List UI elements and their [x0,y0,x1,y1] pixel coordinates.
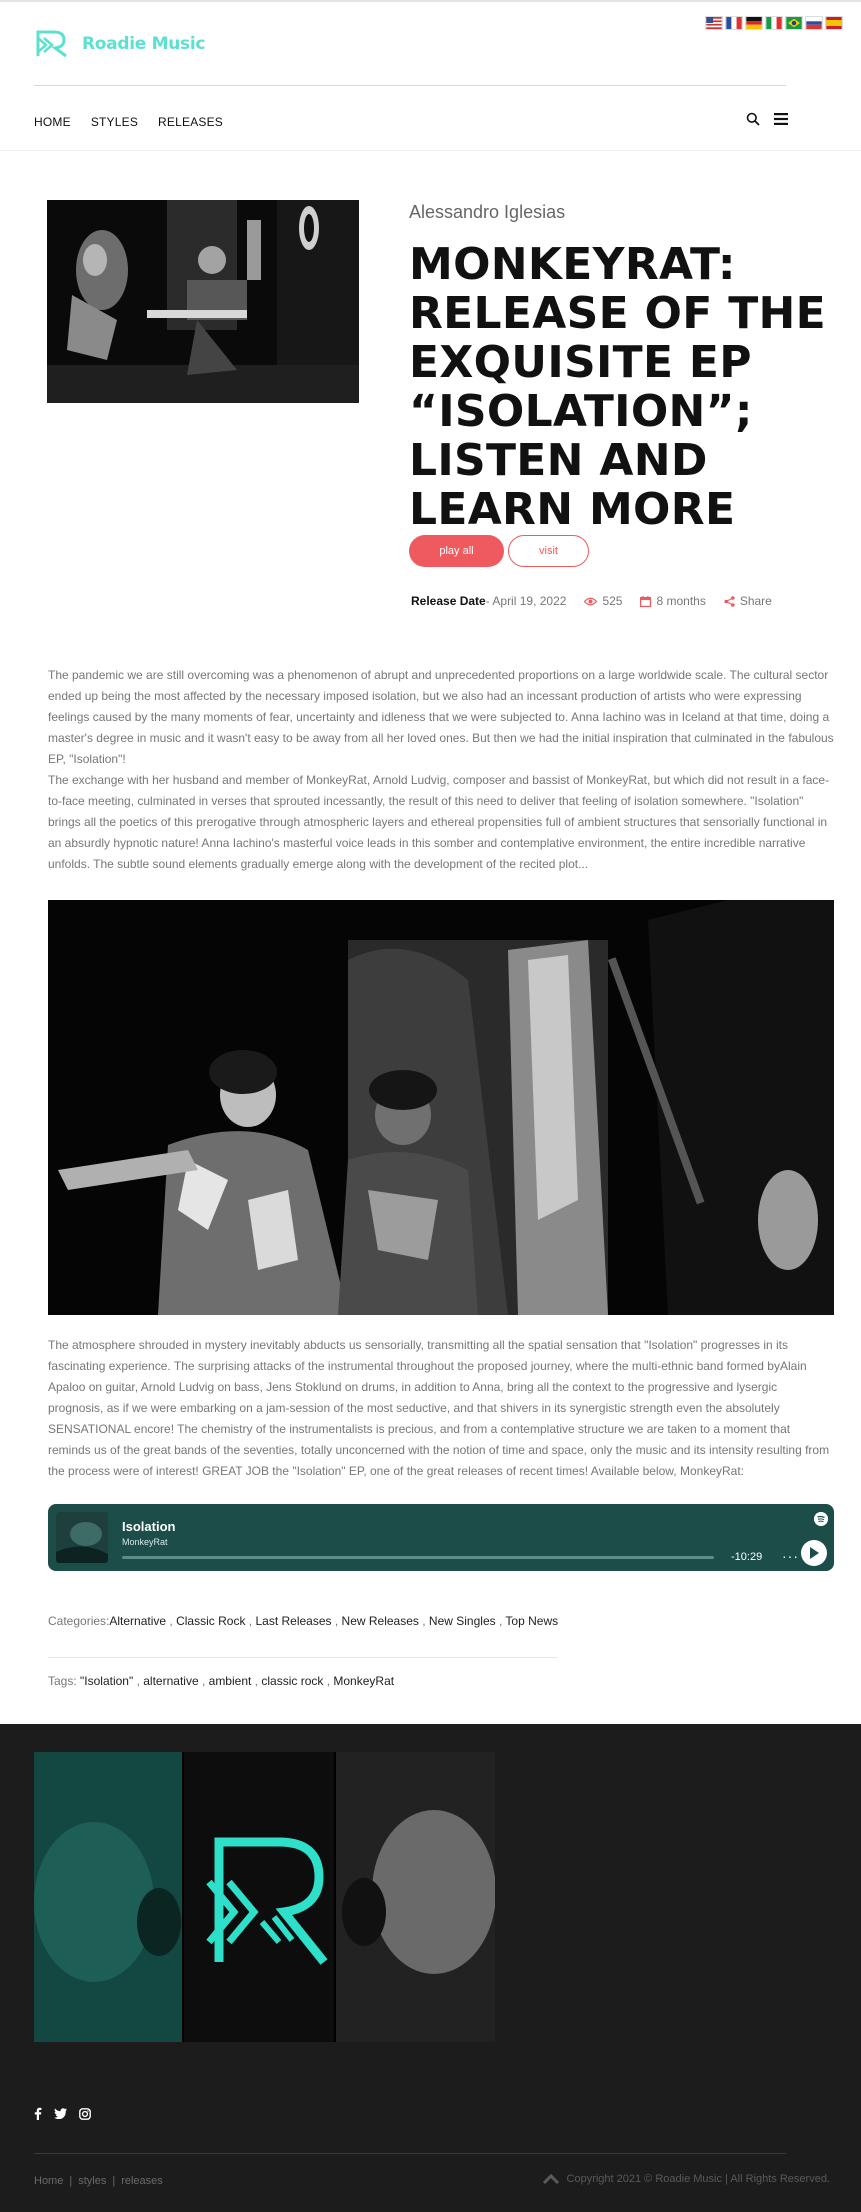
flag-fr-icon[interactable] [725,16,743,30]
tag-classic-rock[interactable]: classic rock [261,1674,324,1688]
tag-ambient[interactable]: ambient [208,1674,252,1688]
category-last-releases[interactable]: Last Releases [255,1614,332,1628]
share-icon [724,596,735,607]
player-time: -10:29 [731,1551,763,1563]
scroll-top-icon[interactable] [543,2174,559,2184]
footer-nav [34,2175,163,2187]
views-count [584,594,622,608]
category-new-singles[interactable]: New Singles [428,1614,496,1628]
footer-link-styles[interactable]: styles [78,2175,107,2187]
instagram-icon[interactable] [79,2108,91,2120]
play-all-button[interactable]: play all [409,535,504,567]
category-alternative[interactable]: Alternative [109,1614,167,1628]
footer-link-releases[interactable]: releases [121,2175,163,2187]
search-icon[interactable] [746,112,760,126]
logo-icon [34,28,72,60]
nav-divider [0,150,861,151]
article-paragraph-2: The exchange with her husband and member of MonkeyRat, Arnold Ludvig, composer and bassist of MonkeyRat, but which did not result in a face-to-face meeting, culminated in verses that sprouted incessantly, the result of this need to deliver that feeling of isolation somewhere. "Isolation" brings all the poetics of this prerogative through atmospheric layers and ethereal propensities full of ambient structures that sensorially functional in an absurdly hypnotic nature! Anna Iachino's masterful voice leads in this somber and contemplative environment, the entire incredible narrative unfolds. The subtle sound elements gradually emerge along with the development of the recited plot... [48,773,830,871]
nav-tools [746,112,788,126]
flag-ru-icon[interactable] [805,16,823,30]
footer-link-home[interactable]: Home [34,2175,64,2187]
player-artist[interactable]: MonkeyRat [122,1537,168,1547]
views-value: 525 [602,594,623,608]
footer-banner [34,1752,495,2042]
flag-it-icon[interactable] [765,16,783,30]
categories-label: Categories: [48,1614,110,1628]
article-paragraph-3: The atmosphere shrouded in mystery inevitably abducts us sensorially, transmitting all the spatial sensation that "Isolation" progresses in its fascinating experience. The surprising attacks of the instrumental throughout the proposed journey, where the multi-ethnic band formed byAlain Apaloo on guitar, Arnold Ludvig on bass, Jens Stoklund on drums, in addition to Anna, bring all the context to the progressive and lysergic prognosis, as if we were embarking on a jam-session of the most seductive, and that shivers in its synergistic strength even the absolutely SENSATIONAL encore! The chemistry of the instrumentalists is precious, and from a contemplative structure we are taken to a moment that reminds us of the great bands of the seventies, totally unconcerned with the notion of time and space, only the music and its intensity resulting from the process were of interest! GREAT JOB the "Isolation" EP, one of the great releases of recent times! Available below, MonkeyRat: [48,1338,830,1478]
nav-home[interactable]: HOME [34,115,71,129]
release-date: - April 19, 2022 [485,594,567,608]
visit-button[interactable]: visit [508,535,589,567]
release-date-label: Release Date [411,594,486,608]
post-age [640,594,705,608]
footer-link-separator: | [69,2175,73,2187]
article-image [48,900,834,1315]
tag-isolation[interactable]: "Isolation" [80,1674,134,1688]
nav-styles[interactable]: STYLES [90,115,139,129]
play-icon [809,1547,819,1559]
spotify-icon[interactable] [814,1512,828,1526]
player-play-button[interactable] [801,1540,827,1566]
tags-label: Tags: [48,1674,81,1688]
nav-releases[interactable]: RELEASES [158,115,224,129]
share-link[interactable] [724,594,772,608]
post-tags: Tags: "Isolation" , alternative , ambient , classic rock , MonkeyRat [48,1674,395,1688]
post-meta [411,594,772,608]
post-categories: Categories:Alternative , Classic Rock , Last Releases , New Releases , New Singles , Top News [48,1614,559,1628]
social-links [34,2107,91,2120]
player-cover [56,1512,108,1563]
top-border [0,0,861,2]
flag-us-icon[interactable] [705,16,723,30]
player-track-title[interactable]: Isolation [122,1519,176,1534]
category-top-news[interactable]: Top News [505,1614,559,1628]
calendar-icon [640,596,651,607]
footer-link-separator: | [112,2175,116,2187]
logo-text: Roadie Music [82,34,206,54]
tag-monkeyrat[interactable]: MonkeyRat [333,1674,395,1688]
header-divider [34,85,786,86]
twitter-icon[interactable] [54,2108,67,2119]
category-new-releases[interactable]: New Releases [341,1614,419,1628]
hero-image [47,200,359,403]
audio-player[interactable] [48,1504,834,1571]
flag-br-icon[interactable] [785,16,803,30]
player-progress-bar[interactable] [122,1556,714,1559]
eye-icon [584,597,597,606]
article-paragraph-1: The pandemic we are still overcoming was a phenomenon of abrupt and unprecedented proportions on a large worldwide scale. The cultural sector ended up being the most affected by the necessary imposed isolation, but we also had an incessant production of artists who were expressing feelings caused by the many moments of fear, uncertainty and idleness that we were subjected to. Anna Iachino was in Iceland at that time, doing a master's degree in music and it wasn't easy to be away from all her loved ones. But then we had the initial inspiration that culminated in the fabulous EP, "Isolation"! [48,668,834,766]
site-logo[interactable] [34,28,205,60]
post-age-value: 8 months [656,594,706,608]
copyright-text: Copyright 2021 © Roadie Music | All Rights Reserved. [566,2173,830,2185]
share-label: Share [739,594,772,608]
player-more-button[interactable]: ··· [782,1548,799,1564]
main-nav [34,115,223,129]
hamburger-icon[interactable] [774,113,788,125]
facebook-icon[interactable] [34,2107,42,2120]
category-classic-rock[interactable]: Classic Rock [176,1614,246,1628]
post-title: MONKEYRAT: RELEASE OF THE EXQUISITE EP “ISOLATION”; LISTEN AND LEARN MORE [409,239,827,535]
copyright [520,2173,830,2185]
flag-de-icon[interactable] [745,16,763,30]
tag-alternative[interactable]: alternative [143,1674,199,1688]
meta-divider [48,1657,558,1658]
flag-es-icon[interactable] [825,16,843,30]
post-author[interactable]: Alessandro Iglesias [409,202,566,222]
footer-divider [34,2153,786,2154]
language-switcher [705,16,843,30]
